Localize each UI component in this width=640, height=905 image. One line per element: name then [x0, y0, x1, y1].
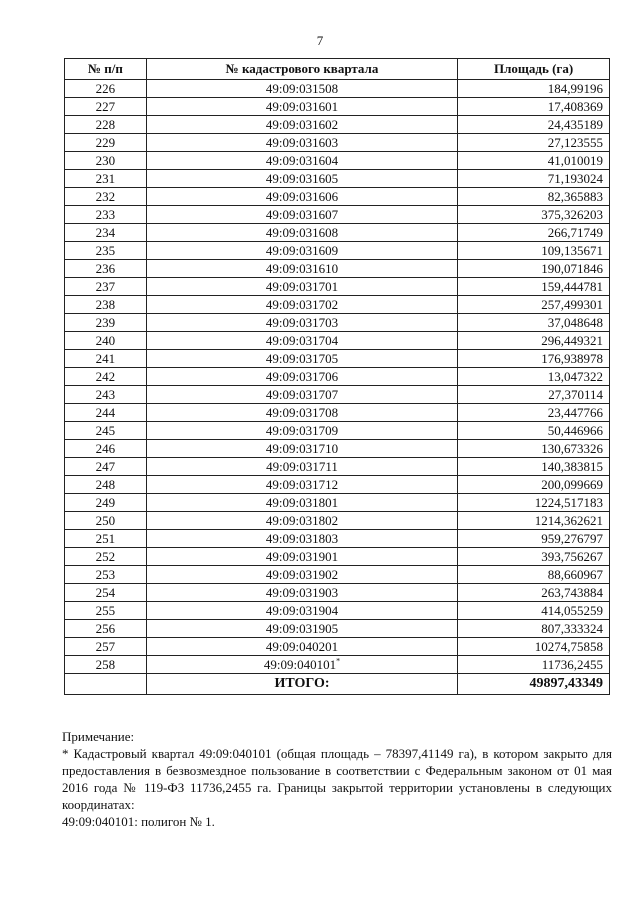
- table-row: [65, 638, 610, 656]
- table-row: [65, 620, 610, 638]
- row-quarter: [146, 512, 457, 530]
- row-number: 257: [65, 638, 147, 656]
- row-quarter: [146, 476, 457, 494]
- row-number: 243: [65, 386, 147, 404]
- row-number: 229: [65, 134, 147, 152]
- row-quarter: [146, 278, 457, 296]
- table-row: [65, 494, 610, 512]
- row-area: 10274,75858: [458, 638, 610, 656]
- row-quarter: [146, 314, 457, 332]
- row-area: 13,047322: [458, 368, 610, 386]
- quarter-code: 49:09:031601: [265, 99, 339, 114]
- row-area: 393,756267: [458, 548, 610, 566]
- row-quarter: [146, 368, 457, 386]
- row-quarter: [146, 440, 457, 458]
- row-number: 239: [65, 314, 147, 332]
- table-row: [65, 422, 610, 440]
- quarter-code: 49:09:031605: [265, 171, 339, 186]
- table-row: [65, 152, 610, 170]
- row-quarter: [146, 134, 457, 152]
- quarter-code: 49:09:031901: [265, 549, 339, 564]
- row-number: 241: [65, 350, 147, 368]
- row-area: 184,99196: [458, 80, 610, 98]
- total-row: [65, 674, 610, 695]
- row-quarter: [146, 656, 457, 674]
- row-area: 71,193024: [458, 170, 610, 188]
- quarter-code: 49:09:031802: [265, 513, 339, 528]
- row-number: 226: [65, 80, 147, 98]
- quarter-code: 49:09:031803: [265, 531, 339, 546]
- row-quarter: [146, 170, 457, 188]
- row-number: 236: [65, 260, 147, 278]
- row-number: 235: [65, 242, 147, 260]
- row-quarter: [146, 620, 457, 638]
- quarter-code: 49:09:031702: [265, 297, 339, 312]
- table-row: [65, 566, 610, 584]
- header-number: № п/п: [65, 59, 147, 80]
- table-row: [65, 296, 610, 314]
- table-row: [65, 512, 610, 530]
- row-quarter: [146, 386, 457, 404]
- row-quarter: [146, 530, 457, 548]
- row-number: 250: [65, 512, 147, 530]
- header-quarter: № кадастрового квартала: [146, 59, 457, 80]
- quarter-code: 49:09:031706: [265, 369, 339, 384]
- footnote-mark: *: [336, 656, 341, 666]
- row-number: 227: [65, 98, 147, 116]
- row-area: 50,446966: [458, 422, 610, 440]
- quarter-code: 49:09:031904: [265, 603, 339, 618]
- row-area: 23,447766: [458, 404, 610, 422]
- table-row: [65, 386, 610, 404]
- row-area: 959,276797: [458, 530, 610, 548]
- row-number: 258: [65, 656, 147, 674]
- row-number: 230: [65, 152, 147, 170]
- table-row: [65, 602, 610, 620]
- quarter-code: 49:09:031701: [265, 279, 339, 294]
- row-area: 1224,517183: [458, 494, 610, 512]
- quarter-code: 49:09:031711: [266, 459, 338, 474]
- row-quarter: [146, 206, 457, 224]
- table-row: [65, 80, 610, 98]
- table-row: [65, 476, 610, 494]
- row-number: 249: [65, 494, 147, 512]
- table-row: [65, 656, 610, 674]
- row-quarter: [146, 422, 457, 440]
- quarter-code: 49:09:031604: [265, 153, 339, 168]
- row-area: 1214,362621: [458, 512, 610, 530]
- row-quarter: [146, 566, 457, 584]
- quarter-code: 49:09:040201: [265, 639, 339, 654]
- row-area: 296,449321: [458, 332, 610, 350]
- note-heading: Примечание:: [62, 729, 135, 744]
- row-number: 256: [65, 620, 147, 638]
- table-row: [65, 530, 610, 548]
- row-number: 254: [65, 584, 147, 602]
- quarter-code: 49:09:031602: [265, 117, 339, 132]
- table-row: [65, 440, 610, 458]
- total-empty-cell: [65, 674, 147, 695]
- row-quarter: [146, 404, 457, 422]
- quarter-code: 49:09:031905: [265, 621, 339, 636]
- table-row: [65, 458, 610, 476]
- row-area: 375,326203: [458, 206, 610, 224]
- quarter-code: 49:09:031508: [265, 81, 339, 96]
- row-area: 257,499301: [458, 296, 610, 314]
- quarter-code: 49:09:031603: [265, 135, 339, 150]
- table-body: [65, 80, 610, 674]
- cadastre-table: [64, 58, 610, 695]
- total-value: 49897,43349: [458, 674, 610, 695]
- row-number: 232: [65, 188, 147, 206]
- row-area: 27,370114: [458, 386, 610, 404]
- row-number: 253: [65, 566, 147, 584]
- table-row: [65, 188, 610, 206]
- row-area: 200,099669: [458, 476, 610, 494]
- row-quarter: [146, 494, 457, 512]
- quarter-code: 49:09:031708: [265, 405, 339, 420]
- row-area: 41,010019: [458, 152, 610, 170]
- row-area: 414,055259: [458, 602, 610, 620]
- row-number: 246: [65, 440, 147, 458]
- row-area: 159,444781: [458, 278, 610, 296]
- header-area: Площадь (га): [458, 59, 610, 80]
- row-area: 82,365883: [458, 188, 610, 206]
- row-quarter: [146, 152, 457, 170]
- quarter-code: 49:09:031801: [265, 495, 339, 510]
- row-number: 248: [65, 476, 147, 494]
- quarter-code: 49:09:031707: [265, 387, 339, 402]
- row-quarter: [146, 98, 457, 116]
- row-number: 240: [65, 332, 147, 350]
- table-row: [65, 242, 610, 260]
- row-quarter: [146, 224, 457, 242]
- quarter-code: 49:09:031903: [265, 585, 339, 600]
- table-header-row: [65, 59, 610, 80]
- row-number: 255: [65, 602, 147, 620]
- row-area: 37,048648: [458, 314, 610, 332]
- row-area: 24,435189: [458, 116, 610, 134]
- row-area: 109,135671: [458, 242, 610, 260]
- row-quarter: [146, 116, 457, 134]
- row-area: 176,938978: [458, 350, 610, 368]
- row-number: 234: [65, 224, 147, 242]
- table-row: [65, 170, 610, 188]
- quarter-code: 49:09:031610: [265, 261, 339, 276]
- table-row: [65, 206, 610, 224]
- row-area: 266,71749: [458, 224, 610, 242]
- quarter-code: 49:09:031902: [265, 567, 339, 582]
- row-number: 238: [65, 296, 147, 314]
- quarter-code: 49:09:031609: [265, 243, 339, 258]
- row-number: 237: [65, 278, 147, 296]
- row-quarter: [146, 188, 457, 206]
- row-area: 17,408369: [458, 98, 610, 116]
- row-area: 190,071846: [458, 260, 610, 278]
- footnote: [62, 728, 612, 830]
- row-quarter: [146, 80, 457, 98]
- row-number: 245: [65, 422, 147, 440]
- quarter-code: 49:09:031606: [265, 189, 339, 204]
- quarter-code: 49:09:031704: [265, 333, 339, 348]
- row-number: 252: [65, 548, 147, 566]
- table-row: [65, 332, 610, 350]
- table-row: [65, 584, 610, 602]
- row-area: 807,333324: [458, 620, 610, 638]
- row-quarter: [146, 584, 457, 602]
- row-quarter: [146, 332, 457, 350]
- row-number: 233: [65, 206, 147, 224]
- table-row: [65, 278, 610, 296]
- row-quarter: [146, 242, 457, 260]
- quarter-code: 49:09:031709: [265, 423, 339, 438]
- row-area: 27,123555: [458, 134, 610, 152]
- row-number: 242: [65, 368, 147, 386]
- table-row: [65, 116, 610, 134]
- row-quarter: [146, 350, 457, 368]
- table-row: [65, 548, 610, 566]
- row-quarter: [146, 638, 457, 656]
- table-row: [65, 404, 610, 422]
- table-row: [65, 98, 610, 116]
- row-area: 88,660967: [458, 566, 610, 584]
- page-number: 7: [316, 33, 324, 48]
- row-area: 11736,2455: [458, 656, 610, 674]
- row-number: 247: [65, 458, 147, 476]
- quarter-code: 49:09:031705: [265, 351, 339, 366]
- table-row: [65, 350, 610, 368]
- row-number: 251: [65, 530, 147, 548]
- table-row: [65, 314, 610, 332]
- row-area: 140,383815: [458, 458, 610, 476]
- quarter-code: 49:09:031607: [265, 207, 339, 222]
- row-quarter: [146, 602, 457, 620]
- table-row: [65, 260, 610, 278]
- row-area: 263,743884: [458, 584, 610, 602]
- row-number: 231: [65, 170, 147, 188]
- quarter-code: 49:09:031712: [265, 477, 339, 492]
- row-quarter: [146, 548, 457, 566]
- row-quarter: [146, 260, 457, 278]
- row-area: 130,673326: [458, 440, 610, 458]
- total-label: ИТОГО:: [146, 674, 457, 695]
- quarter-code: 49:09:040101: [263, 657, 337, 672]
- row-number: 228: [65, 116, 147, 134]
- note-text: * Кадастровый квартал 49:09:040101 (общая площадь – 78397,41149 га), в котором закрыто для предоставления в безвозмездное пользование в соответствии с Федеральным законом от 01 мая 2016 года № 119-ФЗ 11736,2455 га. Границы закрытой территории установлены в следующих координатах:: [62, 746, 612, 812]
- note-polygon: 49:09:040101: полигон № 1.: [62, 814, 215, 829]
- table-row: [65, 134, 610, 152]
- table-row: [65, 368, 610, 386]
- row-quarter: [146, 296, 457, 314]
- quarter-code: 49:09:031608: [265, 225, 339, 240]
- row-number: 244: [65, 404, 147, 422]
- quarter-code: 49:09:031710: [265, 441, 339, 456]
- quarter-code: 49:09:031703: [265, 315, 339, 330]
- table-row: [65, 224, 610, 242]
- row-quarter: [146, 458, 457, 476]
